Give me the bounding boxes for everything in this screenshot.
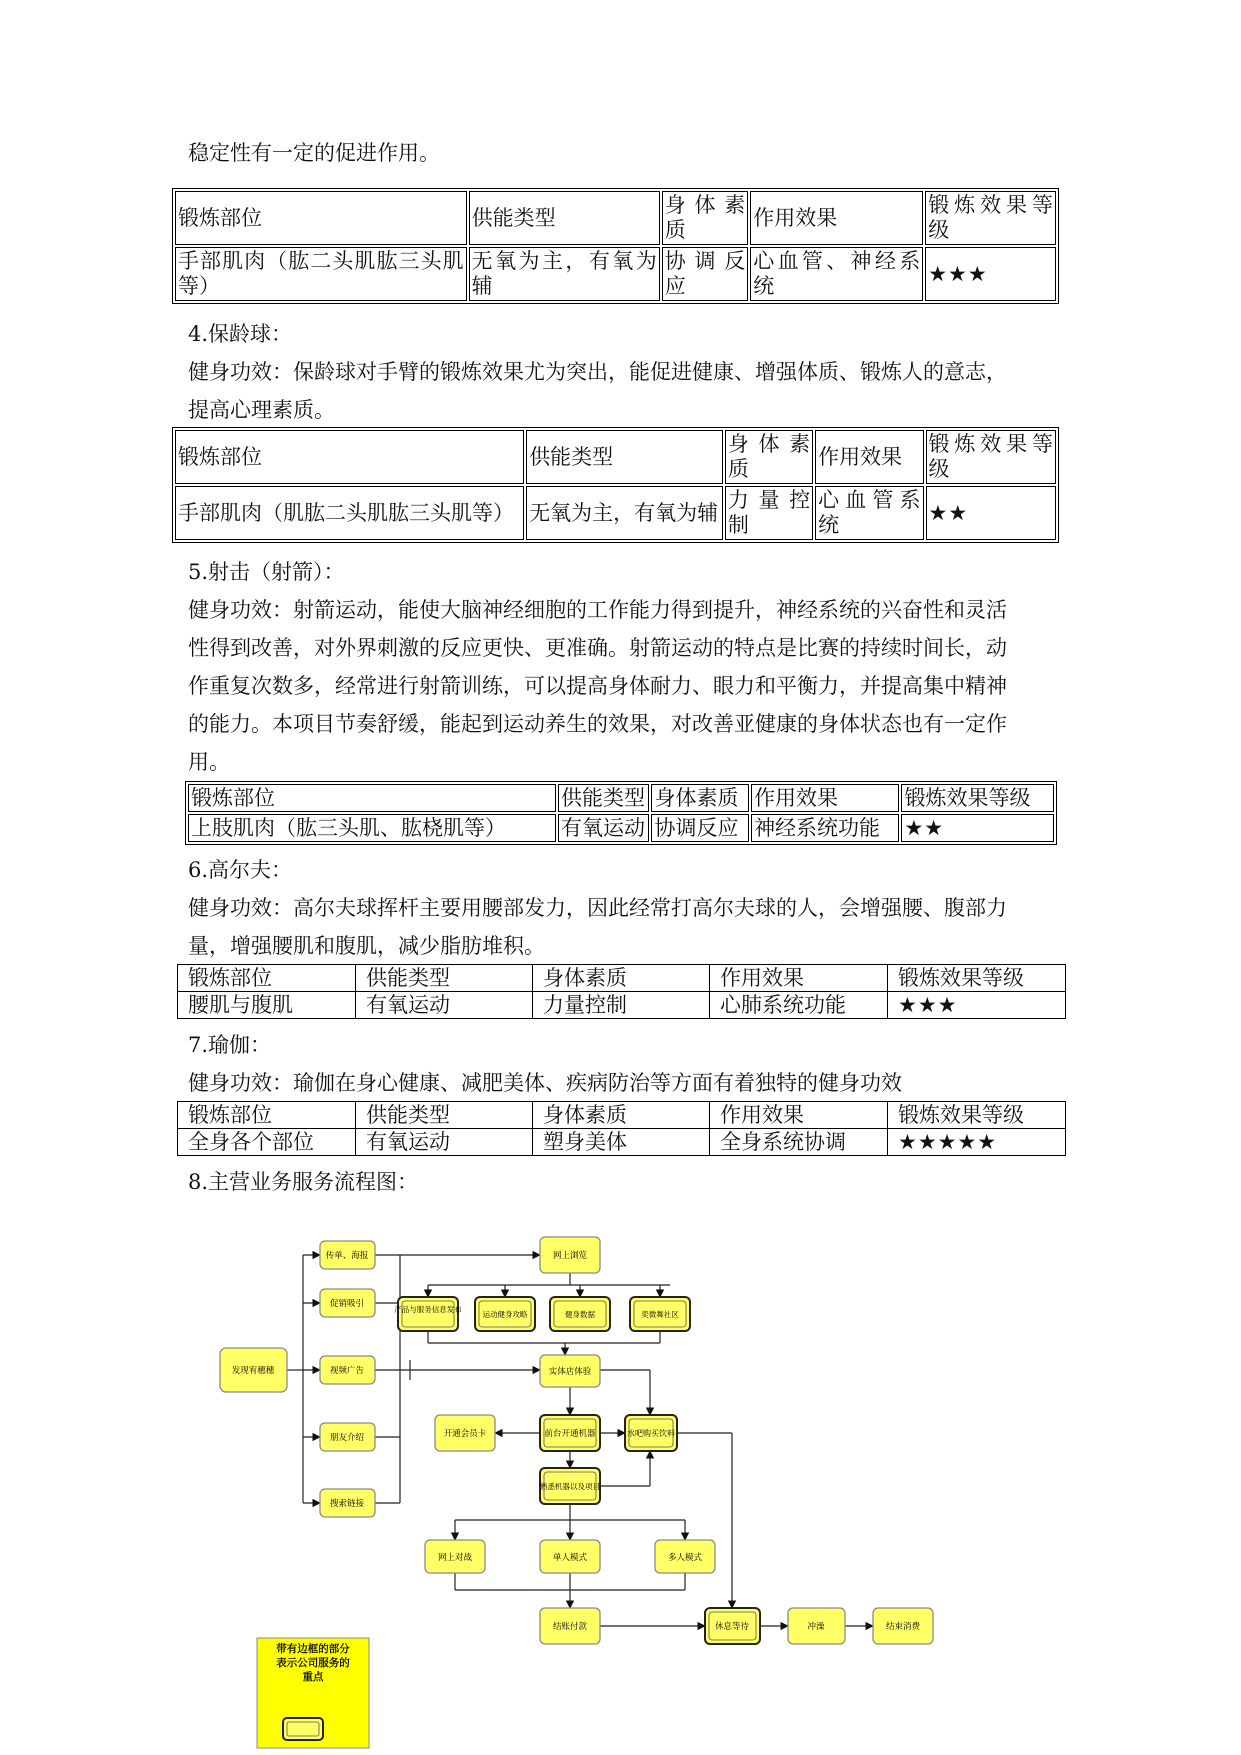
flow-node-browse: 网上浏览 xyxy=(552,1251,588,1261)
table-cell: 力量控制 xyxy=(533,992,710,1019)
table-cell: 有氧运动 xyxy=(356,1129,533,1156)
table-header-cell: 锻炼部位 xyxy=(188,784,556,812)
table-header-cell: 锻炼部位 xyxy=(178,1102,356,1129)
table-cell: 无氧为主，有氧为辅 xyxy=(469,247,660,301)
flow-node-front-desk: 前台开通机器 xyxy=(544,1429,596,1439)
flow-node-channel: 促销吸引 xyxy=(329,1299,365,1309)
table-cell: 协调反应 xyxy=(662,247,748,301)
table-row xyxy=(178,992,1066,1019)
table-cell: 有氧运动 xyxy=(558,814,649,842)
fitness-table-2 xyxy=(172,427,1059,543)
rating-stars: ★★ xyxy=(926,486,1056,540)
table-header-cell: 供能类型 xyxy=(356,1102,533,1129)
flow-node-rest: 休息等待 xyxy=(714,1622,750,1632)
table-header-cell: 供能类型 xyxy=(558,784,649,812)
table-cell: 有氧运动 xyxy=(356,992,533,1019)
section-8-title: 8.主营业务服务流程图： xyxy=(188,1170,419,1194)
table-header-cell: 供能类型 xyxy=(469,191,660,245)
flow-node-online: 健身数据 xyxy=(565,1310,595,1319)
table-header-cell: 锻炼效果等级 xyxy=(926,430,1056,484)
table-row xyxy=(175,247,1056,301)
table-header-cell: 作用效果 xyxy=(751,784,899,812)
fitness-table-3 xyxy=(185,781,1057,845)
section-6-text: 量，增强腰肌和腹肌，减少脂肪堆积。 xyxy=(188,934,545,958)
section-4-title: 4.保龄球： xyxy=(188,322,293,346)
section-4-text: 健身功效：保龄球对手臂的锻炼效果尤为突出，能促进健康、增强体质、锻炼人的意志， xyxy=(188,360,1007,384)
table-cell: 全身各个部位 xyxy=(178,1129,356,1156)
flow-node-online: 运动健身攻略 xyxy=(482,1310,528,1319)
table-header-cell: 身体素质 xyxy=(533,965,710,992)
table-cell: 手部肌肉（肌肱二头肌肱三头肌等） xyxy=(175,486,524,540)
flow-node-pay: 结账付款 xyxy=(552,1622,588,1632)
table-cell: 心血管系统 xyxy=(815,486,923,540)
flow-node-store: 实体店体验 xyxy=(548,1367,592,1377)
table-header-row xyxy=(175,191,1056,245)
table-cell: 心血管、神经系统 xyxy=(750,247,923,301)
section-6-text: 健身功效：高尔夫球挥杆主要用腰部发力，因此经常打高尔夫球的人，会增强腰、腹部力 xyxy=(188,896,1007,920)
table-header-cell: 作用效果 xyxy=(750,191,923,245)
rating-stars: ★★★ xyxy=(888,992,1066,1019)
section-5-text: 用。 xyxy=(188,750,230,774)
flow-node-channel: 搜索链接 xyxy=(329,1499,365,1509)
table-cell: 手部肌肉（肱二头肌肱三头肌等） xyxy=(175,247,467,301)
flow-node-start: 发现宥穗穗 xyxy=(231,1366,275,1376)
flow-node-channel: 朋友介绍 xyxy=(329,1433,365,1443)
table-header-cell: 作用效果 xyxy=(710,965,888,992)
table-cell: 力量控制 xyxy=(725,486,813,540)
table-header-cell: 锻炼部位 xyxy=(175,191,467,245)
section-5-text: 健身功效：射箭运动，能使大脑神经细胞的工作能力得到提升，神经系统的兴奋性和灵活 xyxy=(188,598,1007,622)
section-5-text: 的能力。本项目节奏舒缓，能起到运动养生的效果，对改善亚健康的身体状态也有一定作 xyxy=(188,712,1007,736)
table-cell: 无氧为主，有氧为辅 xyxy=(526,486,723,540)
table-header-cell: 供能类型 xyxy=(356,965,533,992)
table-row xyxy=(178,1129,1066,1156)
flow-node-mode: 多人模式 xyxy=(667,1553,703,1563)
flow-node-online: 奕微舞社区 xyxy=(641,1310,679,1319)
table-header-cell: 锻炼效果等级 xyxy=(925,191,1056,245)
service-flowchart xyxy=(200,1215,980,1755)
table-header-cell: 身体素质 xyxy=(662,191,748,245)
flow-node-familiar: 熟悉机器以及项目 xyxy=(540,1482,600,1491)
section-5-text: 作重复次数多，经常进行射箭训练，可以提高身体耐力、眼力和平衡力，并提高集中精神 xyxy=(188,674,1007,698)
table-header-cell: 锻炼部位 xyxy=(178,965,356,992)
section-7-text: 健身功效：瑜伽在身心健康、减肥美体、疾病防治等方面有着独特的健身功效 xyxy=(188,1071,902,1095)
fitness-table-1 xyxy=(172,188,1059,304)
flow-node-bar: 水吧购买饮料 xyxy=(627,1429,675,1438)
table-cell: 腰肌与腹肌 xyxy=(178,992,356,1019)
flow-node-channel: 视频广告 xyxy=(329,1366,365,1376)
table-header-cell: 身体素质 xyxy=(651,784,749,812)
table-header-cell: 锻炼效果等级 xyxy=(901,784,1054,812)
table-row xyxy=(175,486,1056,540)
section-6-title: 6.高尔夫： xyxy=(188,858,293,882)
table-header-row xyxy=(178,1102,1066,1129)
flow-node-card: 开通会员卡 xyxy=(443,1429,487,1439)
table-cell: 塑身美体 xyxy=(533,1129,710,1156)
table-header-cell: 锻炼部位 xyxy=(175,430,524,484)
flow-node-online: 产品与服务信息发布 xyxy=(394,1305,462,1314)
flow-node-shower: 冲澡 xyxy=(807,1622,825,1632)
table-header-cell: 作用效果 xyxy=(815,430,923,484)
flow-node-end: 结束消费 xyxy=(885,1622,921,1632)
table-cell: 心肺系统功能 xyxy=(710,992,888,1019)
intro-tail-text: 稳定性有一定的促进作用。 xyxy=(188,141,440,165)
rating-stars: ★★★ xyxy=(925,247,1056,301)
table-header-row xyxy=(188,784,1054,812)
table-header-cell: 作用效果 xyxy=(710,1102,888,1129)
table-row xyxy=(188,814,1054,842)
table-header-cell: 锻炼效果等级 xyxy=(888,965,1066,992)
table-header-cell: 锻炼效果等级 xyxy=(888,1102,1066,1129)
section-7-title: 7.瑜伽： xyxy=(188,1033,272,1057)
rating-stars: ★★★★★ xyxy=(888,1129,1066,1156)
table-header-cell: 身体素质 xyxy=(533,1102,710,1129)
section-5-title: 5.射击（射箭）： xyxy=(188,560,345,584)
table-cell: 上肢肌肉（肱三头肌、肱桡肌等） xyxy=(188,814,556,842)
table-cell: 协调反应 xyxy=(651,814,749,842)
section-4-text: 提高心理素质。 xyxy=(188,398,335,422)
table-header-cell: 身体素质 xyxy=(725,430,813,484)
table-cell: 全身系统协调 xyxy=(710,1129,888,1156)
fitness-table-4 xyxy=(177,964,1066,1019)
table-header-cell: 供能类型 xyxy=(526,430,723,484)
fitness-table-5 xyxy=(177,1101,1066,1156)
table-header-row xyxy=(178,965,1066,992)
flow-node-mode: 单人模式 xyxy=(552,1553,588,1563)
flow-node-channel: 传单、海报 xyxy=(325,1251,369,1261)
flow-node-mode: 网上对战 xyxy=(437,1553,473,1563)
table-header-row xyxy=(175,430,1056,484)
flowchart-legend xyxy=(257,1638,369,1748)
section-5-text: 性得到改善，对外界刺激的反应更快、更准确。射箭运动的特点是比赛的持续时间长，动 xyxy=(188,636,1007,660)
table-cell: 神经系统功能 xyxy=(751,814,899,842)
legend-text: 带有边框的部分表示公司服务的重点 xyxy=(276,1643,350,1683)
rating-stars: ★★ xyxy=(901,814,1054,842)
